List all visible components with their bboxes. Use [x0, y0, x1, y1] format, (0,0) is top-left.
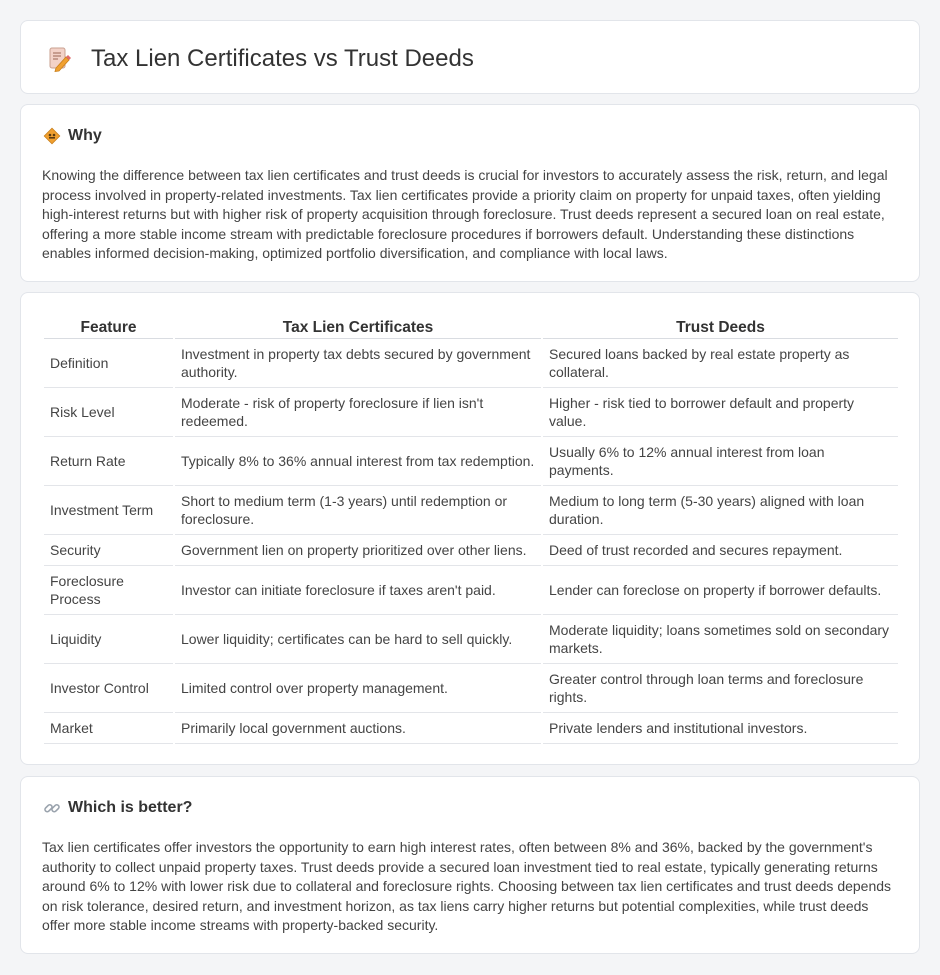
tax-lien-cell: Investment in property tax debts secured by government authority.: [174, 338, 542, 387]
feature-cell: Foreclosure Process: [44, 565, 174, 614]
feature-cell: Security: [44, 534, 174, 565]
feature-cell: Market: [44, 712, 174, 743]
table-row: [44, 565, 898, 614]
which-better-section: [20, 776, 920, 954]
trust-deed-cell: Secured loans backed by real estate property as collateral.: [542, 338, 898, 387]
table-row: [44, 485, 898, 534]
tax-lien-cell: Primarily local government auctions.: [174, 712, 542, 743]
trust-deed-cell: Deed of trust recorded and secures repayment.: [542, 534, 898, 565]
table-row: [44, 534, 898, 565]
which-better-heading: [43, 799, 192, 817]
table-row: [44, 338, 898, 387]
trust-deed-cell: Greater control through loan terms and foreclosure rights.: [542, 663, 898, 712]
tax-lien-cell: Limited control over property management.: [174, 663, 542, 712]
feature-cell: Investor Control: [44, 663, 174, 712]
trust-deed-cell: Usually 6% to 12% annual interest from loan payments.: [542, 436, 898, 485]
trust-deed-cell: Private lenders and institutional investors.: [542, 712, 898, 743]
tax-lien-cell: Lower liquidity; certificates can be hard to sell quickly.: [174, 614, 542, 663]
comparison-table: [44, 315, 898, 744]
diamond-sign-icon: [43, 127, 61, 145]
why-section: [20, 104, 920, 282]
which-better-title: Which is better?: [68, 799, 193, 816]
why-body: Knowing the difference between tax lien certificates and trust deeds is crucial for investors to accurately assess the risk, return, and legal process involved in property-related investments. Tax lien certificates provide a priority claim on property for unpaid taxes, often yielding high-interest returns but with higher risk of property acquisition through foreclosure. Trust deeds represent a secured loan on real estate, offering a more stable income stream with predictable foreclosure procedures if borrowers default. Understanding these distinctions enables informed decision-making, optimized portfolio diversification, and compliance with local laws.: [42, 167, 888, 262]
trust-deed-cell: Moderate liquidity; loans sometimes sold on secondary markets.: [542, 614, 898, 663]
tax-lien-cell: Investor can initiate foreclosure if taxes aren't paid.: [174, 565, 542, 614]
tax-lien-cell: Government lien on property prioritized over other liens.: [174, 534, 542, 565]
table-row: [44, 436, 898, 485]
tax-lien-cell: Short to medium term (1-3 years) until redemption or foreclosure.: [174, 485, 542, 534]
page-title: Tax Lien Certificates vs Trust Deeds: [91, 45, 474, 72]
header-feature: Feature: [44, 315, 174, 338]
feature-cell: Investment Term: [44, 485, 174, 534]
table-header-row: [44, 315, 898, 338]
title-row: [47, 45, 474, 73]
trust-deed-cell: Higher - risk tied to borrower default and property value.: [542, 387, 898, 436]
feature-cell: Definition: [44, 338, 174, 387]
table-row: [44, 614, 898, 663]
why-heading: [43, 127, 102, 145]
which-better-body: Tax lien certificates offer investors the opportunity to earn high interest rates, often between 8% and 36%, backed by the government's authority to collect unpaid property taxes. Trust deeds provide a secured loan investment tied to real estate, typically generating returns around 6% to 12% with lower risk due to collateral and foreclosure rights. Choosing between tax lien certificates and trust deeds depends on risk tolerance, desired return, and investment horizon, as tax liens carry higher returns but potential complexities, while trust deeds offer more stable income streams with property-backed security.: [42, 839, 892, 934]
trust-deed-cell: Lender can foreclose on property if borrower defaults.: [542, 565, 898, 614]
link-icon: [43, 799, 61, 817]
header-trust-deeds: Trust Deeds: [542, 315, 898, 338]
trust-deed-cell: Medium to long term (5-30 years) aligned with loan duration.: [542, 485, 898, 534]
table-row: [44, 712, 898, 743]
tax-lien-cell: Typically 8% to 36% annual interest from tax redemption.: [174, 436, 542, 485]
feature-cell: Liquidity: [44, 614, 174, 663]
document-pencil-icon: [47, 46, 71, 72]
header-tax-lien: Tax Lien Certificates: [174, 315, 542, 338]
comparison-section: [20, 292, 920, 765]
title-card: [20, 20, 920, 94]
table-row: [44, 663, 898, 712]
feature-cell: Risk Level: [44, 387, 174, 436]
tax-lien-cell: Moderate - risk of property foreclosure if lien isn't redeemed.: [174, 387, 542, 436]
feature-cell: Return Rate: [44, 436, 174, 485]
table-row: [44, 387, 898, 436]
why-title: Why: [68, 127, 102, 144]
